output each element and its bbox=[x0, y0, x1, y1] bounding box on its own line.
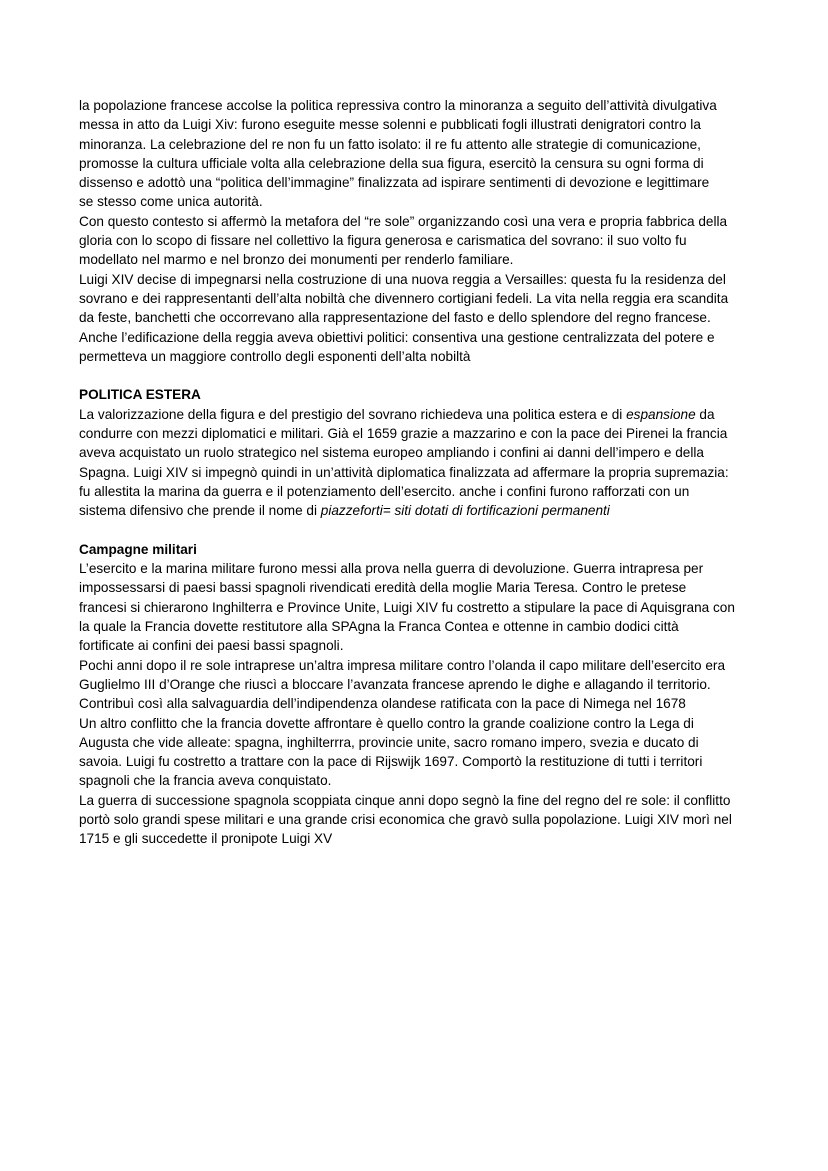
text-line: Con questo contesto si affermò la metafora del “re sole” organizzando così una vera e propria fabbrica della bbox=[79, 213, 728, 229]
section-heading: Campagne militari bbox=[79, 541, 197, 557]
text-line: messa in atto da Luigi Xiv: furono eseguite messe solenni e pubblicati fogli illustrati denigratori contro la bbox=[79, 117, 701, 133]
text-line: la popolazione francese accolse la politica repressiva contro la minoranza a seguito dell’attività divulgativa bbox=[79, 98, 717, 113]
text-line: spagnoli che la francia aveva conquistato. bbox=[79, 773, 332, 789]
text-line: Spagna. Luigi XIV si impegnò quindi in un’attività diplomatica finalizzata ad affermare la propria supremazia: bbox=[79, 464, 729, 480]
text-line: francesi si chierarono Inghilterra e Province Unite, Luigi XIV fu costretto a stipulare la pace di Aquisgrana con bbox=[79, 599, 735, 615]
text-line: Un altro conflitto che la francia dovette affrontare è quello contro la grande coalizione contro la Lega di bbox=[79, 715, 694, 731]
text-line: Anche l’edificazione della reggia aveva obiettivi politici: consentiva una gestione centralizzata del potere e bbox=[79, 329, 715, 345]
italic-term: espansione bbox=[626, 406, 696, 422]
text-line: La guerra di successione spagnola scoppiata cinque anni dopo segnò la fine del regno del re sole: il conflitto bbox=[79, 792, 731, 808]
text-line: sovrano e dei rappresentanti dell’alta nobiltà che divennero cortigiani fedeli. La vita nella reggia era scandita bbox=[79, 290, 729, 306]
text-line: Contribuì così alla salvaguardia dell’indipendenza olandese ratificata con la pace di Nimega nel 1678 bbox=[79, 696, 686, 712]
text-line: Augusta che vide alleate: spagna, inghilterrra, provincie unite, sacro romano impero, svezia e ducato di bbox=[79, 734, 699, 750]
text-line: Luigi XIV decise di impegnarsi nella costruzione di una nuova reggia a Versailles: questa fu la residenza del bbox=[79, 271, 726, 287]
text-line: permetteva un maggiore controllo degli esponenti dell’alta nobiltà bbox=[79, 348, 471, 364]
italic-definition: piazzeforti= siti dotati di fortificazioni permanenti bbox=[320, 503, 610, 519]
text-line: aveva acquistato un ruolo strategico nel sistema europeo ampliando i confini ai danni dell’impero e della bbox=[79, 445, 704, 461]
text-fragment: da bbox=[695, 406, 715, 422]
section-spacer bbox=[79, 366, 769, 385]
section-spacer bbox=[79, 521, 769, 540]
text-line: L’esercito e la marina militare furono messi alla prova nella guerra di devoluzione. Guerra intrapresa per bbox=[79, 561, 704, 577]
text-line: fu allestita la marina da guerra e il potenziamento dell’esercito. anche i confini furono rafforzati con un bbox=[79, 483, 690, 499]
text-fragment: La valorizzazione della figura e del prestigio del sovrano richiedeva una politica estera e di bbox=[79, 406, 627, 422]
intro-paragraph-3 bbox=[79, 270, 769, 366]
campagne-militari-section bbox=[79, 540, 769, 849]
politica-estera-section bbox=[79, 385, 769, 520]
intro-paragraph-2 bbox=[79, 212, 769, 270]
text-line: impossessarsi di paesi bassi spagnoli rivendicati eredità della moglie Maria Teresa. Contro le pretese bbox=[79, 580, 687, 596]
text-line: fortificate ai confini dei paesi bassi spagnoli. bbox=[79, 638, 344, 654]
text-line: portò solo grandi spese militari e una grande crisi economica che gravò sulla popolazione. Luigi XIV morì nel bbox=[79, 811, 732, 827]
text-line: se stesso come unica autorità. bbox=[79, 194, 263, 210]
text-line bbox=[79, 501, 769, 520]
text-line: condurre con mezzi diplomatici e militari. Già el 1659 grazie a mazzarino e con la pace dei Pirenei la francia bbox=[79, 426, 728, 442]
text-line: la quale la Francia dovette restitutore alla SPAgna la Franca Contea e ottenne in cambio dodici città bbox=[79, 619, 679, 635]
text-line: dissenso e adottò una “politica dell’immagine” finalizzata ad ispirare sentimenti di devozione e legittimare bbox=[79, 175, 710, 191]
document-page bbox=[79, 96, 769, 849]
text-line: promosse la cultura ufficiale volta alla celebrazione della sua figura, esercitò la censura su ogni forma di bbox=[79, 155, 704, 171]
section-heading: POLITICA ESTERA bbox=[79, 387, 201, 403]
text-line: gloria con lo scopo di fissare nel collettivo la figura generosa e carismatica del sovrano: il suo volto fu bbox=[79, 233, 687, 249]
text-line: Guglielmo III d’Orange che riuscì a bloccare l’avanzata francese aprendo le dighe e allagando il territorio. bbox=[79, 676, 711, 692]
text-line bbox=[79, 405, 769, 424]
text-line: da feste, banchetti che occorrevano alla rappresentazione del fasto e dello splendore del regno francese. bbox=[79, 310, 711, 326]
text-line: minoranza. La celebrazione del re non fu un fatto isolato: il re fu attento alle strategie di comunicazione, bbox=[79, 136, 701, 152]
text-line: savoia. Luigi fu costretto a trattare con la pace di Rijswijk 1697. Comportò la restituzione di tutti i territori bbox=[79, 754, 703, 770]
text-fragment: sistema difensivo che prende il nome di bbox=[79, 503, 321, 519]
intro-paragraph-1 bbox=[79, 96, 769, 212]
text-line: modellato nel marmo e nel bronzo dei monumenti per renderlo familiare. bbox=[79, 252, 514, 268]
text-line: 1715 e gli succedette il pronipote Luigi XV bbox=[79, 831, 333, 847]
text-line: Pochi anni dopo il re sole intraprese un’altra impresa militare contro l’olanda il capo militare dell’esercito era bbox=[79, 657, 726, 673]
